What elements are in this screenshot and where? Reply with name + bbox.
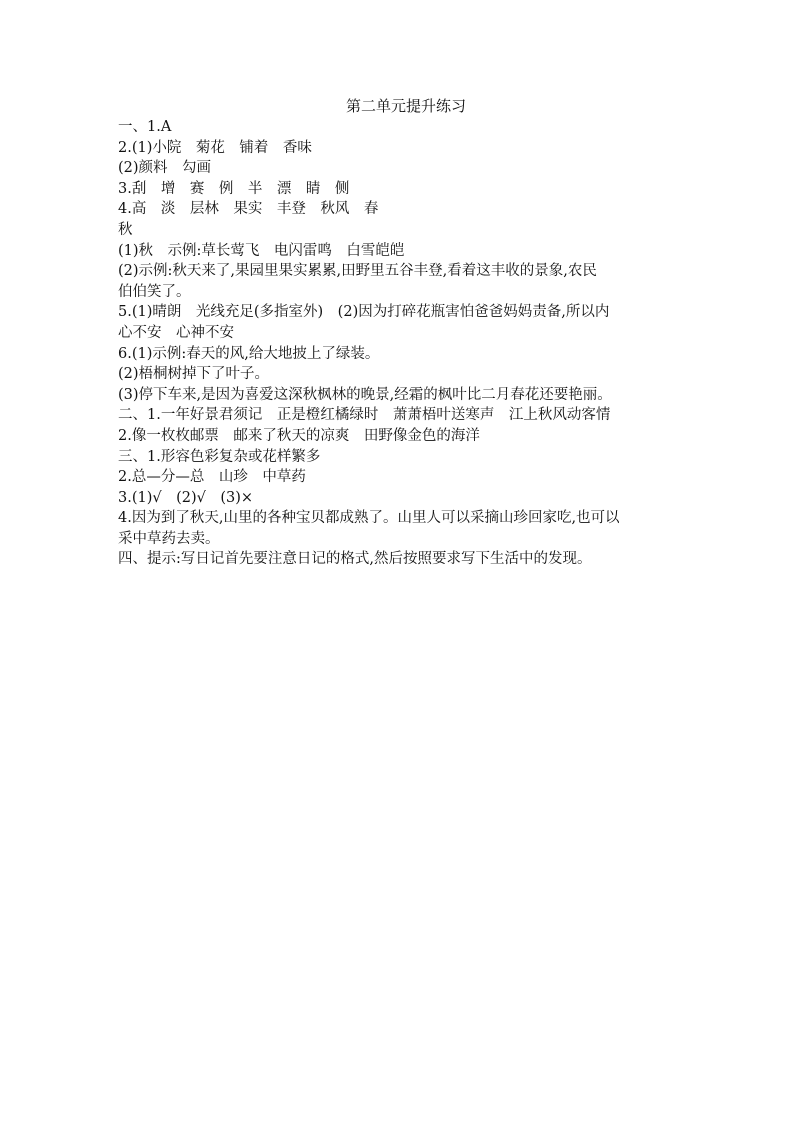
- answer-line: 秋: [118, 221, 133, 238]
- answer-line: 4.因为到了秋天,山里的各种宝贝都成熟了。山里人可以采摘山珍回家吃,也可以: [118, 510, 620, 527]
- answer-line: 二、1.一年好景君须记 正是橙红橘绿时 萧萧梧叶送寒声 江上秋风动客情: [118, 407, 611, 424]
- answer-line: 伯伯笑了。: [118, 283, 191, 300]
- answer-page: [118, 96, 688, 570]
- answer-line: (2)梧桐树掉下了叶子。: [118, 366, 270, 383]
- answer-line: 2.总—分—总 山珍 中草药: [118, 469, 306, 486]
- page-title: 第二单元提升练习: [345, 97, 466, 115]
- answer-line: 5.(1)晴朗 光线充足(多指室外) (2)因为打碎花瓶害怕爸爸妈妈责备,所以内: [118, 304, 610, 321]
- answer-line: (3)停下车来,是因为喜爱这深秋枫林的晚景,经霜的枫叶比二月春花还要艳丽。: [118, 386, 612, 403]
- answer-line: 2.(1)小院 菊花 铺着 香味: [118, 139, 312, 156]
- answer-line: 三、1.形容色彩复杂或花样繁多: [118, 448, 321, 465]
- answer-line: 采中草药去卖。: [118, 530, 220, 547]
- answer-line: 6.(1)示例:春天的风,给大地披上了绿装。: [118, 345, 380, 362]
- answer-line: 3.(1)√ (2)√ (3)×: [118, 489, 254, 506]
- answer-line: (2)示例:秋天来了,果园里果实累累,田野里五谷丰登,看着这丰收的景象,农民: [118, 263, 597, 280]
- answer-line: 3.刮 增 赛 例 半 漂 睛 侧: [118, 180, 350, 197]
- answer-line: (1)秋 示例:草长莺飞 电闪雷鸣 白雪皑皑: [118, 242, 405, 259]
- answer-line: 一、1.A: [118, 119, 172, 135]
- answer-line: 2.像一枚枚邮票 邮来了秋天的凉爽 田野像金色的海洋: [118, 427, 480, 444]
- answer-line: 四、提示:写日记首先要注意日记的格式,然后按照要求写下生活中的发现。: [118, 551, 592, 568]
- answer-line: 心不安 心神不安: [118, 324, 234, 341]
- answer-line: (2)颜料 勾画: [118, 160, 212, 177]
- answer-line: 4.高 淡 层林 果实 丰登 秋风 春: [118, 201, 379, 218]
